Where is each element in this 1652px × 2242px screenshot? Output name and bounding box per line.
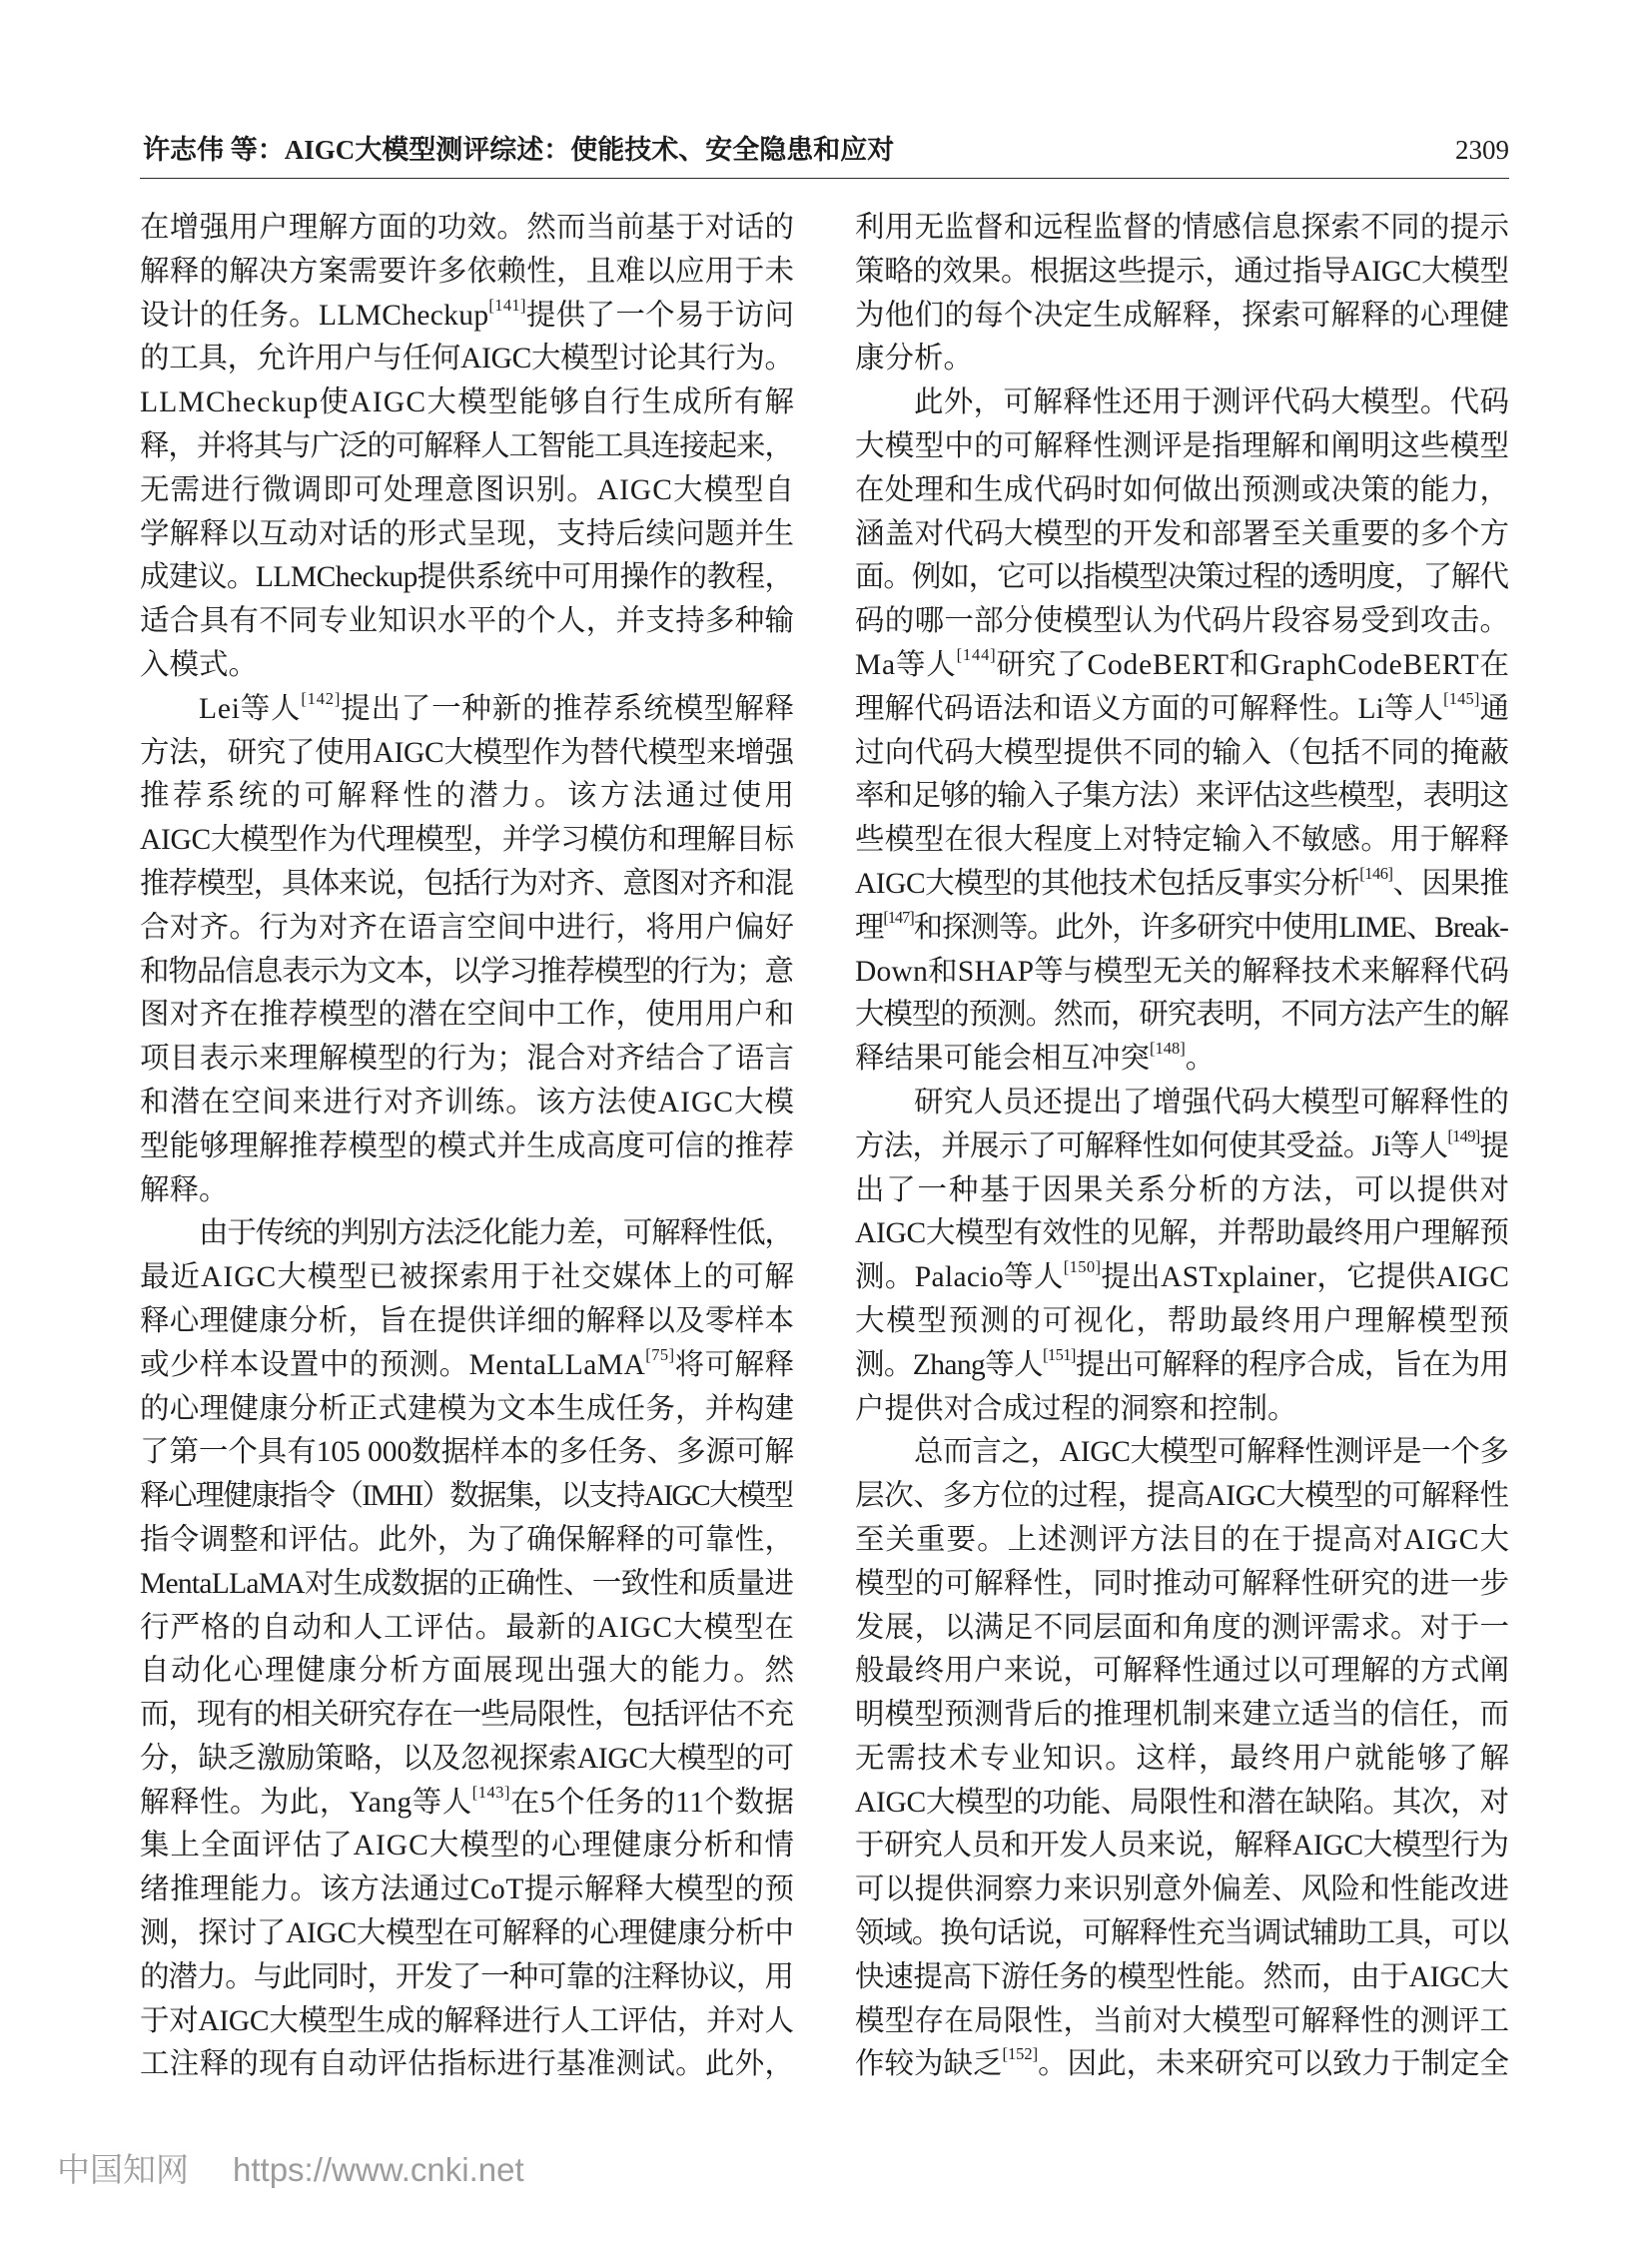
text-line: AIGC大模型的功能、局限性和潜在缺陷。其次，对 bbox=[855, 1786, 1509, 1819]
text-line: 些模型在很大程度上对特定输入不敏感。用于解释 bbox=[855, 824, 1510, 857]
text-line: 而，现有的相关研究存在一些局限性，包括评估不充 bbox=[140, 1699, 793, 1732]
citation-marker: [150] bbox=[1063, 1257, 1102, 1277]
text-line: 由于传统的判别方法泛化能力差，可解释性低， bbox=[199, 1217, 793, 1250]
text-line: 模型的可解释性，同时推动可解释性研究的进一步 bbox=[855, 1567, 1510, 1600]
text-line: 于研究人员和开发人员来说，解释AIGC大模型行为 bbox=[855, 1830, 1509, 1863]
text-line: 至关重要。上述测评方法目的在于提高对AIGC大 bbox=[855, 1523, 1511, 1556]
citation-marker: [148] bbox=[1150, 1039, 1186, 1059]
text-line: 解释性。为此，Yang等人[143]在5个任务的11个数据 bbox=[140, 1782, 795, 1819]
text-line: AIGC大模型有效性的见解，并帮助最终用户理解预 bbox=[855, 1217, 1509, 1250]
text-line: 项目表示来理解模型的行为；混合对齐结合了语言 bbox=[140, 1043, 795, 1076]
text-line: 推荐模型，具体来说，包括行为对齐、意图对齐和混 bbox=[140, 867, 793, 900]
text-line: 最近AIGC大模型已被探索用于社交媒体上的可解 bbox=[140, 1261, 796, 1294]
text-line: Ma等人[144]研究了CodeBERT和GraphCodeBERT在 bbox=[855, 644, 1510, 681]
text-line: 快速提高下游任务的模型性能。然而，由于AIGC大 bbox=[855, 1960, 1509, 1993]
watermark-url: https://www.cnki.net bbox=[233, 2151, 524, 2188]
citation-marker: [152] bbox=[1002, 2044, 1039, 2064]
paragraph bbox=[855, 1431, 1509, 2087]
text-line: 或少样本设置中的预测。MentaLLaMA[75]将可解释 bbox=[140, 1344, 795, 1381]
paragraph bbox=[140, 207, 794, 688]
text-line: 释结果可能会相互冲突[148]。 bbox=[855, 1039, 1216, 1076]
text-line: 适合具有不同专业知识水平的个人，并支持多种输 bbox=[140, 605, 795, 638]
text-line: 指令调整和评估。此外，为了确保解释的可靠性， bbox=[140, 1523, 795, 1556]
text-line: 涵盖对代码大模型的开发和部署至关重要的多个方 bbox=[855, 517, 1510, 550]
text-line: 策略的效果。根据这些提示，通过指导AIGC大模型 bbox=[855, 255, 1509, 288]
text-line: 自动化心理健康分析方面展现出强大的能力。然 bbox=[140, 1655, 796, 1688]
text-line: 的工具，允许用户与任何AIGC大模型讨论其行为。 bbox=[140, 343, 794, 375]
text-line: 理解代码语法和语义方面的可解释性。Li等人[145]通 bbox=[855, 688, 1510, 725]
text-line: 的潜力。与此同时，开发了一种可靠的注释协议，用 bbox=[140, 1960, 793, 1993]
text-line: 理[147]和探测等。此外，许多研究中使用LIME、Break- bbox=[855, 907, 1508, 944]
text-line: 面。例如，它可以指模型决策过程的透明度，了解代 bbox=[855, 561, 1508, 594]
text-line: Down和SHAP等与模型无关的解释技术来解释代码 bbox=[855, 955, 1510, 988]
citation-marker: [151] bbox=[1043, 1344, 1076, 1364]
text-line: 的心理健康分析正式建模为文本生成任务，并构建 bbox=[140, 1392, 795, 1425]
citation-marker: [145] bbox=[1443, 688, 1480, 708]
page-number: 2309 bbox=[1455, 135, 1509, 165]
citation-marker: [144] bbox=[956, 644, 997, 664]
text-line: 方法，研究了使用AIGC大模型作为替代模型来增强 bbox=[140, 736, 794, 769]
citation-marker: [146] bbox=[1359, 863, 1393, 883]
text-line: 解释。 bbox=[140, 1173, 229, 1206]
text-line: 图对齐在推荐模型的潜在空间中工作，使用用户和 bbox=[140, 999, 795, 1032]
text-line: 明模型预测背后的推理机制来建立适当的信任，而 bbox=[855, 1699, 1510, 1732]
citation-marker: [75] bbox=[645, 1344, 675, 1364]
text-line: 设计的任务。LLMCheckup[141]提供了一个易于访问 bbox=[140, 295, 795, 332]
paragraph bbox=[140, 1212, 794, 2087]
right-text-column bbox=[855, 207, 1509, 2087]
citation-marker: [149] bbox=[1447, 1125, 1480, 1145]
text-line: 率和足够的输入子集方法）来评估这些模型，表明这 bbox=[855, 780, 1508, 813]
text-line: 释心理健康分析，旨在提供详细的解释以及零样本 bbox=[140, 1304, 795, 1337]
text-line: 测。Palacio等人[150]提出ASTxplainer，它提供AIGC bbox=[855, 1257, 1510, 1294]
text-line: 为他们的每个决定生成解释，探索可解释的心理健 bbox=[855, 299, 1510, 332]
text-line: 过向代码大模型提供不同的输入（包括不同的掩蔽 bbox=[855, 736, 1510, 769]
left-text-column bbox=[140, 207, 798, 2087]
text-line: 无需进行微调即可处理意图识别。AIGC大模型自 bbox=[140, 473, 796, 506]
text-line: 分，缺乏激励策略，以及忽视探索AIGC大模型的可 bbox=[140, 1742, 794, 1775]
text-line: 释，并将其与广泛的可解释人工智能工具连接起来， bbox=[140, 429, 793, 462]
text-line: 大模型中的可解释性测评是指理解和阐明这些模型 bbox=[855, 429, 1510, 462]
text-line: 于对AIGC大模型生成的解释进行人工评估，并对人 bbox=[140, 2004, 794, 2037]
paragraph bbox=[140, 688, 798, 1213]
text-line: 方法，并展示了可解释性如何使其受益。Ji等人[149]提 bbox=[855, 1125, 1509, 1162]
text-line: 成建议。LLMCheckup提供系统中可用操作的教程， bbox=[140, 561, 794, 594]
text-line: 集上全面评估了AIGC大模型的心理健康分析和情 bbox=[140, 1830, 796, 1863]
watermark-logo-text: 中国知网 bbox=[57, 2151, 189, 2188]
text-line: 模型存在局限性，当前对大模型可解释性的测评工 bbox=[855, 2004, 1510, 2037]
text-line: 合对齐。行为对齐在语言空间中进行，将用户偏好 bbox=[140, 911, 795, 944]
text-line: 在增强用户理解方面的功效。然而当前基于对话的 bbox=[140, 212, 795, 244]
citation-marker: [141] bbox=[488, 295, 526, 315]
text-line: 户提供对合成过程的洞察和控制。 bbox=[855, 1392, 1297, 1425]
text-line: 了第一个具有105 000数据样本的多任务、多源可解 bbox=[140, 1436, 794, 1469]
text-line: 研究人员还提出了增强代码大模型可解释性的 bbox=[914, 1086, 1510, 1119]
text-line: Lei等人[142]提出了一种新的推荐系统模型解释 bbox=[199, 688, 795, 725]
text-line: 出了一种基于因果关系分析的方法，可以提供对 bbox=[855, 1173, 1511, 1206]
text-line: 和潜在空间来进行对齐训练。该方法使AIGC大模 bbox=[140, 1086, 796, 1119]
citation-marker: [142] bbox=[301, 688, 342, 708]
paragraph bbox=[855, 207, 1509, 381]
text-line: 工注释的现有自动评估指标进行基准测试。此外， bbox=[140, 2048, 795, 2081]
text-line: 总而言之，AIGC大模型可解释性测评是一个多 bbox=[914, 1436, 1509, 1469]
text-line: AIGC大模型的其他技术包括反事实分析[146]、因果推 bbox=[855, 863, 1509, 900]
text-line: 释心理健康指令（IMHI）数据集，以支持AIGC大模型 bbox=[140, 1480, 793, 1513]
text-line: 此外，可解释性还用于测评代码大模型。代码 bbox=[914, 386, 1510, 419]
text-line: 大模型预测的可视化，帮助最终用户理解模型预 bbox=[855, 1304, 1511, 1337]
text-line: 般最终用户来说，可解释性通过以可理解的方式阐 bbox=[855, 1655, 1510, 1688]
text-line: MentaLLaMA对生成数据的正确性、一致性和质量进 bbox=[140, 1567, 794, 1600]
text-line: 和物品信息表示为文本，以学习推荐模型的行为；意 bbox=[140, 955, 793, 988]
text-line: 康分析。 bbox=[855, 343, 974, 375]
text-line: 无需技术专业知识。这样，最终用户就能够了解 bbox=[855, 1742, 1511, 1775]
paragraph bbox=[855, 381, 1509, 1082]
text-line: 发展，以满足不同层面和角度的测评需求。对于一 bbox=[855, 1611, 1510, 1644]
citation-marker: [147] bbox=[883, 907, 914, 927]
text-line: 学解释以互动对话的形式呈现，支持后续问题并生 bbox=[140, 517, 795, 550]
text-line: 层次、多方位的过程，提高AIGC大模型的可解释性 bbox=[855, 1480, 1509, 1513]
text-line: 利用无监督和远程监督的情感信息探索不同的提示 bbox=[855, 212, 1510, 244]
text-line: 可以提供洞察力来识别意外偏差、风险和性能改进 bbox=[855, 1873, 1510, 1906]
text-line: 作较为缺乏[152]。因此，未来研究可以致力于制定全 bbox=[855, 2044, 1509, 2081]
paragraph bbox=[855, 1082, 1509, 1431]
text-line: LLMCheckup使AIGC大模型能够自行生成所有解 bbox=[140, 386, 796, 419]
text-line: 解释的解决方案需要许多依赖性，且难以应用于未 bbox=[140, 255, 795, 288]
text-line: 码的哪一部分使模型认为代码片段容易受到攻击。 bbox=[855, 605, 1510, 638]
citation-marker: [143] bbox=[471, 1782, 510, 1802]
text-line: 领域。换句话说，可解释性充当调试辅助工具，可以 bbox=[855, 1917, 1508, 1950]
text-line: 绪推理能力。该方法通过CoT提示解释大模型的预 bbox=[140, 1873, 795, 1906]
text-line: 在处理和生成代码时如何做出预测或决策的能力， bbox=[855, 473, 1510, 506]
text-line: 推荐系统的可解释性的潜力。该方法通过使用 bbox=[140, 780, 798, 813]
running-header-title: 许志伟 等：AIGC大模型测评综述：使能技术、安全隐患和应对 bbox=[143, 135, 895, 165]
header-rule bbox=[140, 178, 1509, 179]
text-line: 型能够理解推荐模型的模式并生成高度可信的推荐 bbox=[140, 1129, 795, 1162]
text-line: AIGC大模型作为代理模型，并学习模仿和理解目标 bbox=[140, 824, 794, 857]
text-line: 入模式。 bbox=[140, 648, 259, 681]
text-line: 测。Zhang等人[151]提出可解释的程序合成，旨在为用 bbox=[855, 1344, 1509, 1381]
text-line: 测，探讨了AIGC大模型在可解释的心理健康分析中 bbox=[140, 1917, 794, 1950]
text-line: 行严格的自动和人工评估。最新的AIGC大模型在 bbox=[140, 1611, 796, 1644]
text-line: 大模型的预测。然而，研究表明，不同方法产生的解 bbox=[855, 999, 1508, 1032]
